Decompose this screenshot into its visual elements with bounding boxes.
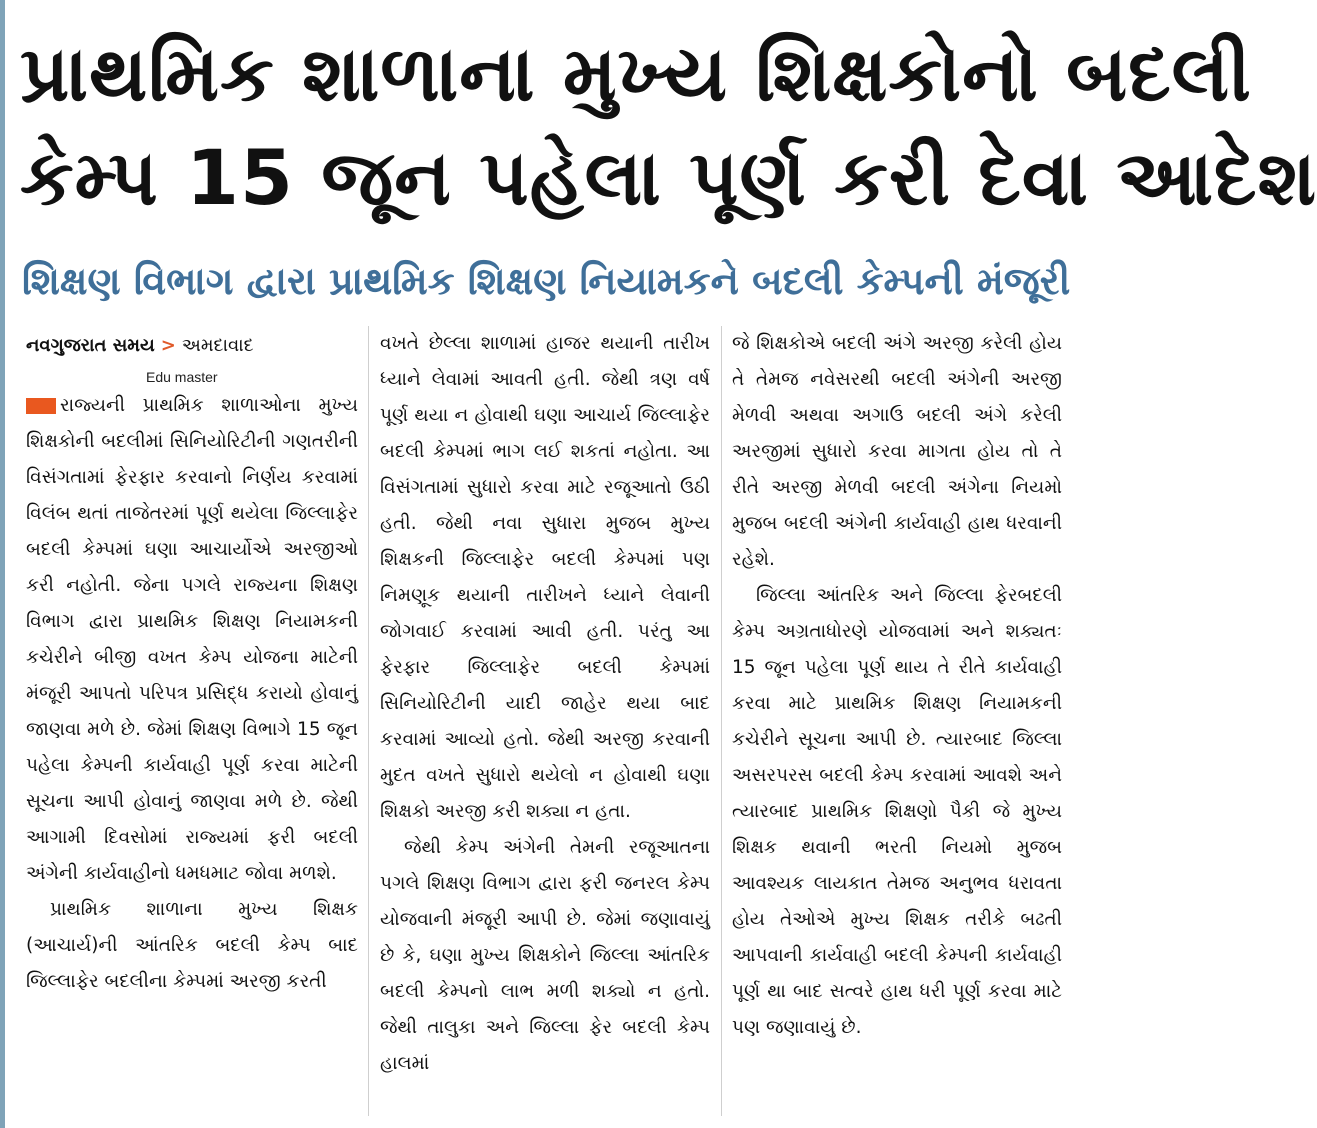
article-paragraph: જેથી કેમ્પ અંગેની તેમની રજૂઆતના પગલે શિક્ષણ વિભાગ દ્વારા ફરી જનરલ કેમ્પ યોજવાની મંજૂરી આપી છે. જેમાં જણાવાયું છે કે, ઘણા મુખ્ય શિક્ષકોને જિલ્લા આંતરિક બદલી કેમ્પનો લાભ મળી શક્યો ન હતો. જેથી તાલુકા અને જિલ્લા ફેર બદલી કેમ્પ હાલમાં bbox=[380, 837, 710, 1074]
dateline-city: અમદાવાદ bbox=[181, 335, 254, 356]
article-paragraph: જે શિક્ષકોએ બદલી અંગે અરજી કરેલી હોય તે તેમજ નવેસરથી બદલી અંગેની અરજી મેળવી અથવા અગાઉ બદલી અંગે કરેલી અરજીમાં સુધારો કરવા માગતા હોય તો તે રીતે અરજી મેળવી બદલી અંગેના નિયમો મુજબ બદલી અંગેની કાર્યવાહી હાથ ધરવાની રહેશે. bbox=[732, 333, 1062, 570]
left-edge-rule bbox=[0, 0, 5, 1128]
column-divider-2 bbox=[721, 326, 722, 1116]
byline-separator: > bbox=[160, 335, 176, 356]
lead-marker-icon bbox=[26, 398, 56, 414]
article-paragraph bbox=[26, 388, 358, 892]
article-column-1 bbox=[26, 326, 358, 1000]
article-column-2 bbox=[380, 326, 710, 1082]
column-divider-1 bbox=[368, 326, 369, 1116]
paragraph-text: રાજ્યની પ્રાથમિક શાળાઓના મુખ્ય શિક્ષકોની બદલીમાં સિનિયોરિટીની ગણતરીની વિસંગતામાં ફેરફાર કરવાનો નિર્ણય કરવામાં વિલંબ થતાં તાજેતરમાં પૂર્ણ થયેલા જિલ્લાફેર બદલી કેમ્પમાં ઘણા આચાર્યોએ અરજીઓ કરી નહોતી. જેના પગલે રાજ્યના શિક્ષણ વિભાગ દ્વારા પ્રાથમિક શિક્ષણ નિયામકની કચેરીને બીજી વખત કેમ્પ યોજના માટેની મંજૂરી આપતો પરિપત્ર પ્રસિદ્ધ કરાયો હોવાનું જાણવા મળે છે. જેમાં શિક્ષણ વિભાગે 15 જૂન પહેલા કેમ્પની કાર્યવાહી પૂર્ણ કરવા માટેની સૂચના આપી હોવાનું જાણવા મળે છે. જેથી આગામી દિવસોમાં રાજ્યમાં ફરી બદલી અંગેની કાર્યવાહીનો ધમધમાટ જોવા મળશે. bbox=[26, 395, 358, 884]
article-column-3 bbox=[732, 326, 1062, 1046]
byline bbox=[26, 326, 358, 366]
article-paragraph: પ્રાથમિક શાળાના મુખ્ય શિક્ષક (આચાર્ય)ની આંતરિક બદલી કેમ્પ બાદ જિલ્લાફેર બદલીના કેમ્પમાં અરજી કરતી bbox=[26, 899, 358, 992]
subheadline: શિક્ષણ વિભાગ દ્વારા પ્રાથમિક શિક્ષણ નિયામકને બદલી કેમ્પની મંજૂરી bbox=[22, 259, 1071, 303]
article-paragraph: વખતે છેલ્લા શાળામાં હાજર થયાની તારીખ ધ્યાને લેવામાં આવતી હતી. જેથી ત્રણ વર્ષ પૂર્ણ થયા ન હોવાથી ઘણા આચાર્ય જિલ્લાફેર બદલી કેમ્પમાં ભાગ લઈ શકતાં નહોતા. આ વિસંગતામાં સુધારો કરવા માટે રજૂઆતો ઉઠી હતી. જેથી નવા સુધારા મુજબ મુખ્ય શિક્ષકની જિલ્લાફેર બદલી કેમ્પમાં પણ નિમણૂક થયાની તારીખને ધ્યાને લેવાની જોગવાઈ કરવામાં આવી હતી. પરંતુ આ ફેરફાર જિલ્લાફેર બદલી કેમ્પમાં સિનિયોરિટીની યાદી જાહેર થયા બાદ કરવામાં આવ્યો હતો. જેથી અરજી કરવાની મુદત વખતે સુધારો થયેલો ન હોવાથી ઘણા શિક્ષકો અરજી કરી શક્યા ન હતા. bbox=[380, 333, 710, 822]
headline-line-2: કેમ્પ 15 જૂન પહેલા પૂર્ણ કરી દેવા આદેશ bbox=[20, 133, 1317, 222]
newspaper-name: નવગુજરાત સમય bbox=[26, 335, 155, 356]
headline-line-1: પ્રાથમિક શાળાના મુખ્ય શિક્ષકોનો બદલી bbox=[20, 29, 1252, 118]
article-paragraph: જિલ્લા આંતરિક અને જિલ્લા ફેરબદલી કેમ્પ અગ્રતાધોરણે યોજવામાં અને શક્યતઃ 15 જૂન પહેલા પૂર્ણ થાય તે રીતે કાર્યવાહી કરવા માટે પ્રાથમિક શિક્ષણ નિયામકની કચેરીને સૂચના આપી છે. ત્યારબાદ જિલ્લા અસરપરસ બદલી કેમ્પ કરવામાં આવશે અને ત્યારબાદ પ્રાથમિક શિક્ષણો પૈકી જે મુખ્ય શિક્ષક થવાની ભરતી નિયમો મુજબ આવશ્યક લાયકાત તેમજ અનુભવ ધરાવતા હોય તેઓએ મુખ્ય શિક્ષક તરીકે બઢતી આપવાની કાર્યવાહી બદલી કેમ્પની કાર્યવાહી પૂર્ણ થા બાદ સત્વરે હાથ ધરી પૂર્ણ કરવા માટે પણ જણાવાયું છે. bbox=[732, 585, 1062, 1038]
watermark-text: Edu master bbox=[146, 369, 218, 385]
